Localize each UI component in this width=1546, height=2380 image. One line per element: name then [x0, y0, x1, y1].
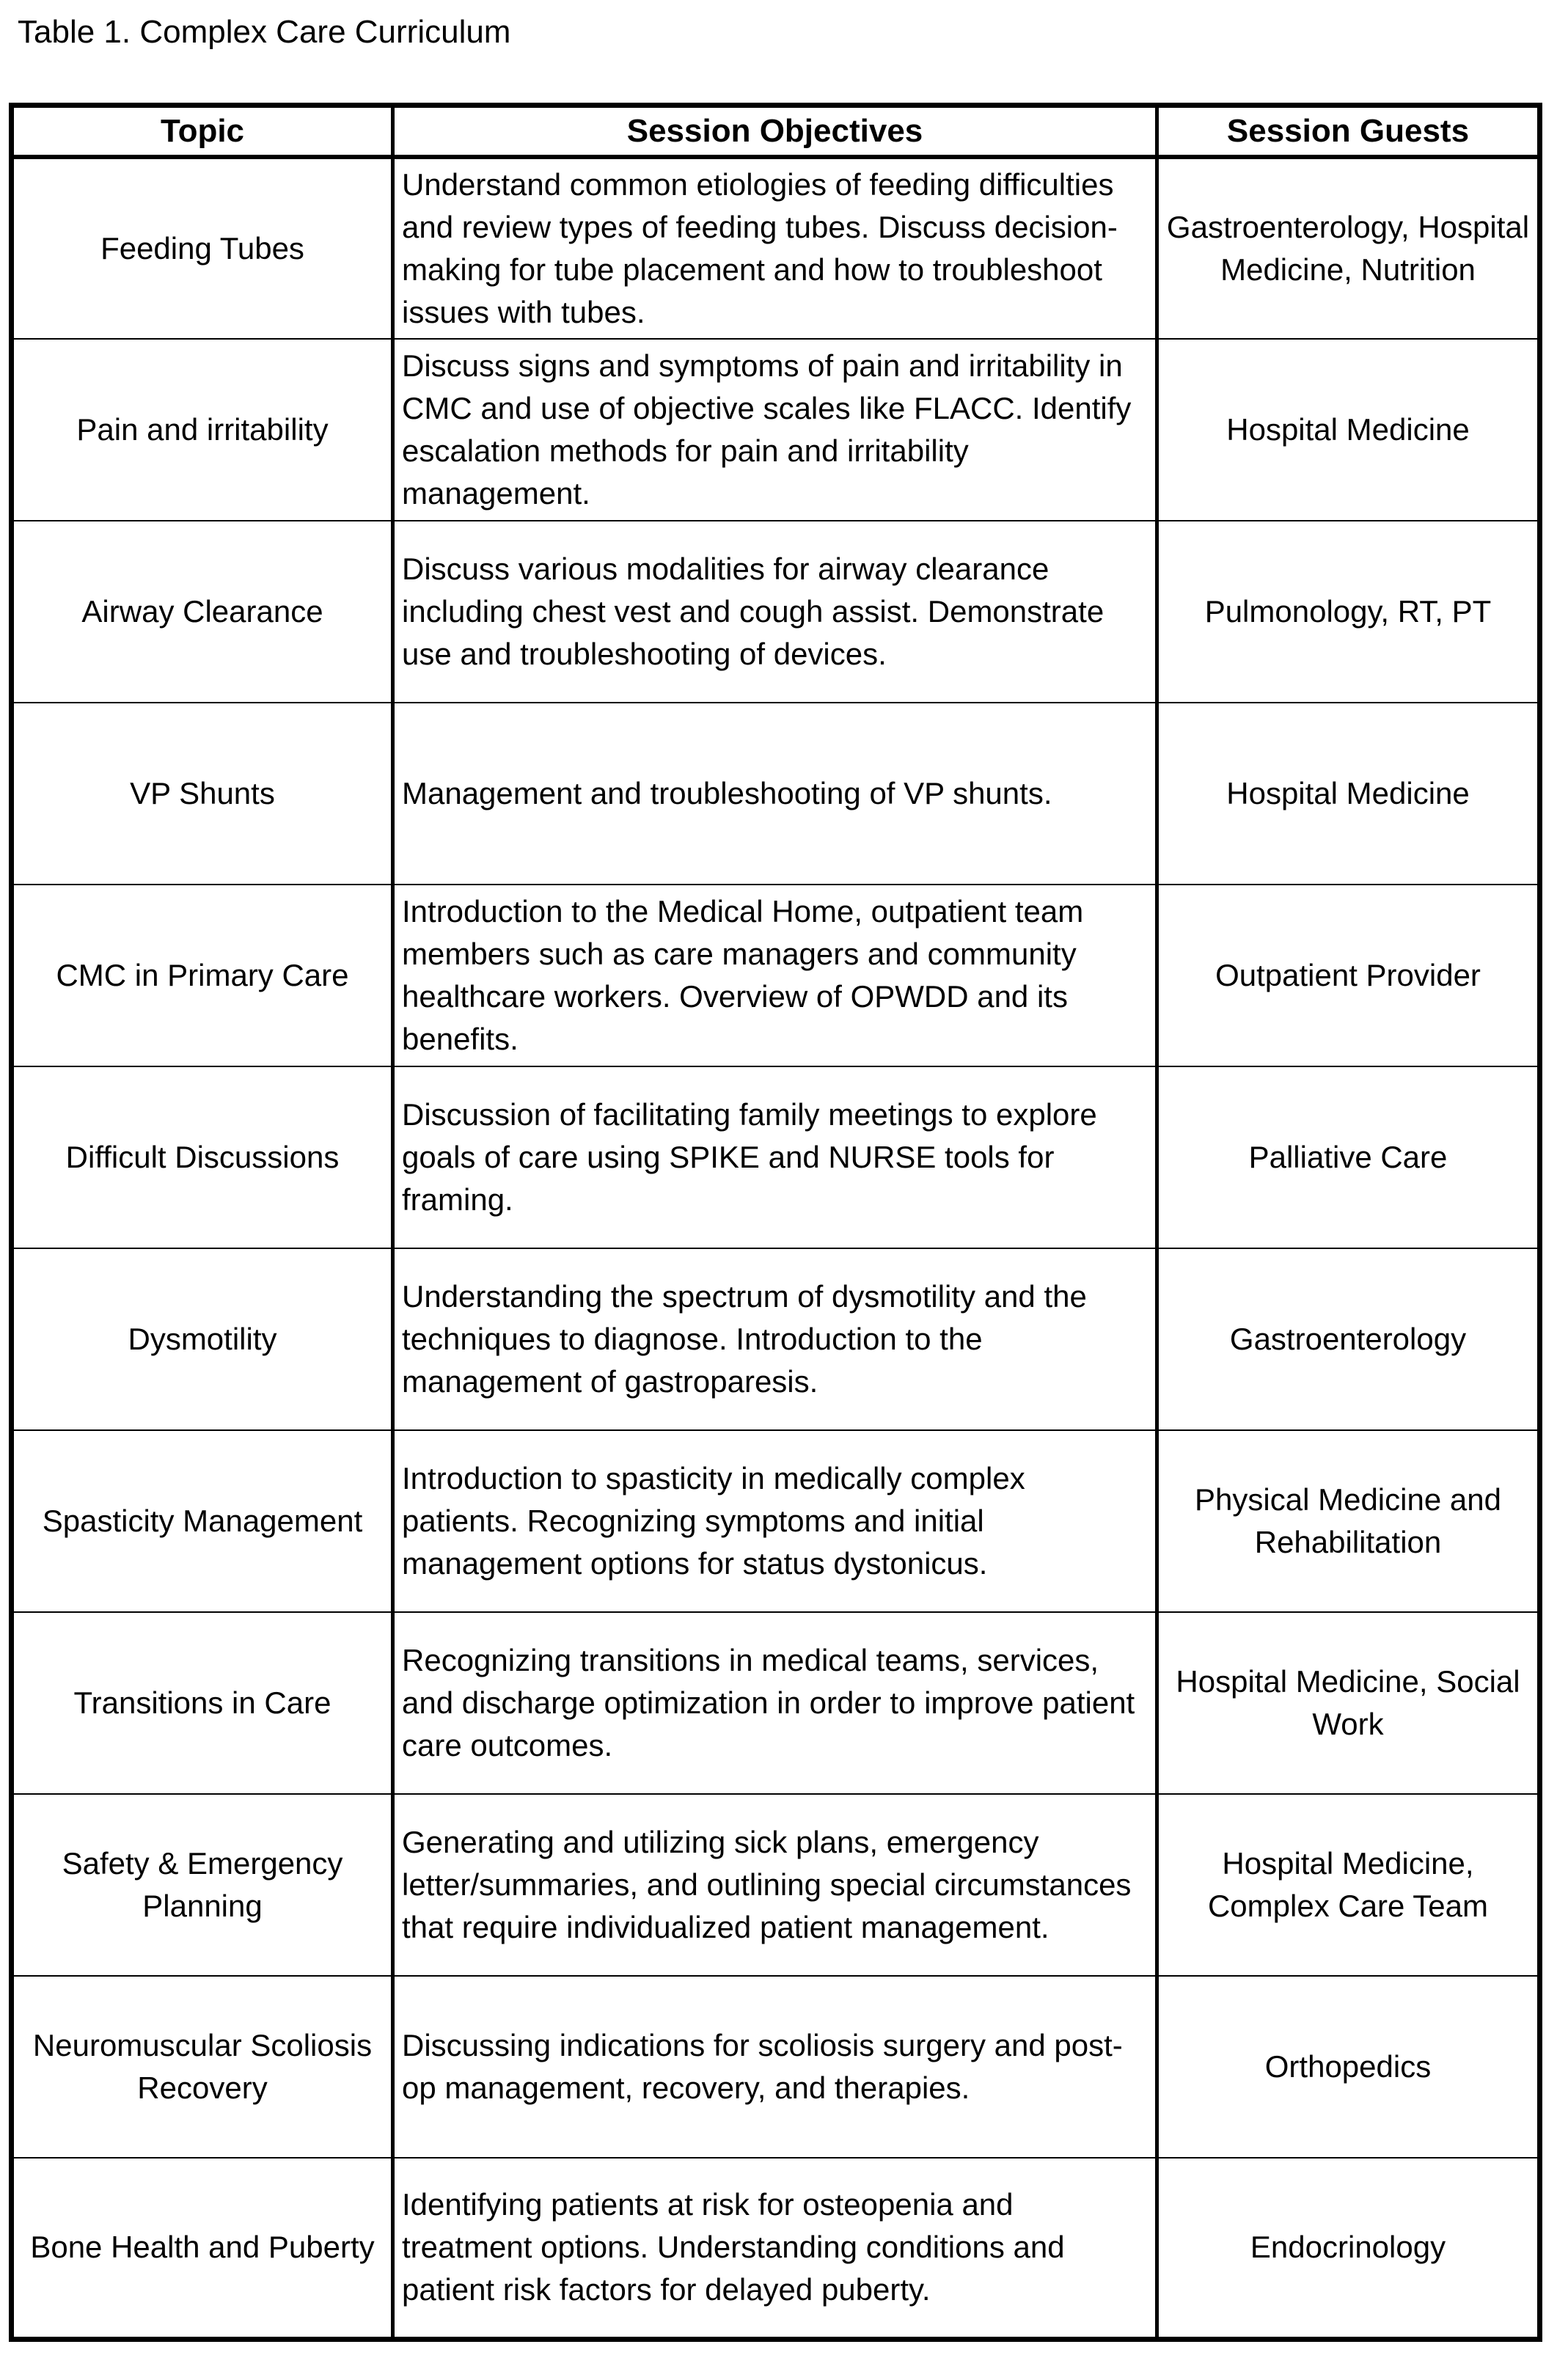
table-row: [12, 885, 1540, 1066]
objectives-cell: Understanding the spectrum of dysmotility and the techniques to diagnose. Introduction to the management of gastroparesis.: [393, 1248, 1157, 1430]
curriculum-table: [9, 103, 1542, 2342]
guests-cell: Hospital Medicine: [1157, 703, 1540, 885]
objectives-cell: Discussion of facilitating family meetings to explore goals of care using SPIKE and NURSE tools for framing.: [393, 1066, 1157, 1248]
topic-cell: VP Shunts: [12, 703, 393, 885]
header-row: [12, 106, 1540, 157]
table-row: [12, 2158, 1540, 2340]
objectives-cell: Recognizing transitions in medical teams, services, and discharge optimization in order to improve patient care outcomes.: [393, 1612, 1157, 1794]
objectives-cell: Understand common etiologies of feeding difficulties and review types of feeding tubes. Discuss decision-making for tube placement and how to troubleshoot issues with tubes.: [393, 157, 1157, 339]
table-row: [12, 1066, 1540, 1248]
objectives-cell: Identifying patients at risk for osteopenia and treatment options. Understanding conditions and patient risk factors for delayed puberty.: [393, 2158, 1157, 2340]
topic-cell: Difficult Discussions: [12, 1066, 393, 1248]
table-row: [12, 1612, 1540, 1794]
guests-cell: Pulmonology, RT, PT: [1157, 521, 1540, 703]
guests-cell: Gastroenterology: [1157, 1248, 1540, 1430]
guests-cell: Outpatient Provider: [1157, 885, 1540, 1066]
header-topic: Topic: [12, 106, 393, 157]
topic-cell: Airway Clearance: [12, 521, 393, 703]
objectives-cell: Generating and utilizing sick plans, emergency letter/summaries, and outlining special circumstances that require individualized patient management.: [393, 1794, 1157, 1976]
topic-cell: Feeding Tubes: [12, 157, 393, 339]
topic-cell: Spasticity Management: [12, 1430, 393, 1612]
header-session-guests: Session Guests: [1157, 106, 1540, 157]
table-row: [12, 1248, 1540, 1430]
topic-cell: Safety & Emergency Planning: [12, 1794, 393, 1976]
table-row: [12, 157, 1540, 339]
guests-cell: Hospital Medicine, Complex Care Team: [1157, 1794, 1540, 1976]
topic-cell: Dysmotility: [12, 1248, 393, 1430]
guests-cell: Gastroenterology, Hospital Medicine, Nutrition: [1157, 157, 1540, 339]
guests-cell: Physical Medicine and Rehabilitation: [1157, 1430, 1540, 1612]
objectives-cell: Introduction to spasticity in medically complex patients. Recognizing symptoms and initial management options for status dystonicus.: [393, 1430, 1157, 1612]
guests-cell: Hospital Medicine: [1157, 339, 1540, 521]
topic-cell: Transitions in Care: [12, 1612, 393, 1794]
table-row: [12, 521, 1540, 703]
table-caption: Table 1. Complex Care Curriculum: [18, 14, 511, 50]
guests-cell: Endocrinology: [1157, 2158, 1540, 2340]
objectives-cell: Discussing indications for scoliosis surgery and post-op management, recovery, and therapies.: [393, 1976, 1157, 2158]
header-session-objectives: Session Objectives: [393, 106, 1157, 157]
objectives-cell: Management and troubleshooting of VP shunts.: [393, 703, 1157, 885]
objectives-cell: Discuss various modalities for airway clearance including chest vest and cough assist. Demonstrate use and troubleshooting of devices.: [393, 521, 1157, 703]
topic-cell: Neuromuscular Scoliosis Recovery: [12, 1976, 393, 2158]
table-row: [12, 1430, 1540, 1612]
guests-cell: Palliative Care: [1157, 1066, 1540, 1248]
guests-cell: Hospital Medicine, Social Work: [1157, 1612, 1540, 1794]
topic-cell: Bone Health and Puberty: [12, 2158, 393, 2340]
objectives-cell: Introduction to the Medical Home, outpatient team members such as care managers and community healthcare workers. Overview of OPWDD and its benefits.: [393, 885, 1157, 1066]
table-row: [12, 1794, 1540, 1976]
topic-cell: Pain and irritability: [12, 339, 393, 521]
table-row: [12, 703, 1540, 885]
objectives-cell: Discuss signs and symptoms of pain and irritability in CMC and use of objective scales like FLACC. Identify escalation methods for pain and irritability management.: [393, 339, 1157, 521]
table-row: [12, 339, 1540, 521]
table-row: [12, 1976, 1540, 2158]
guests-cell: Orthopedics: [1157, 1976, 1540, 2158]
topic-cell: CMC in Primary Care: [12, 885, 393, 1066]
